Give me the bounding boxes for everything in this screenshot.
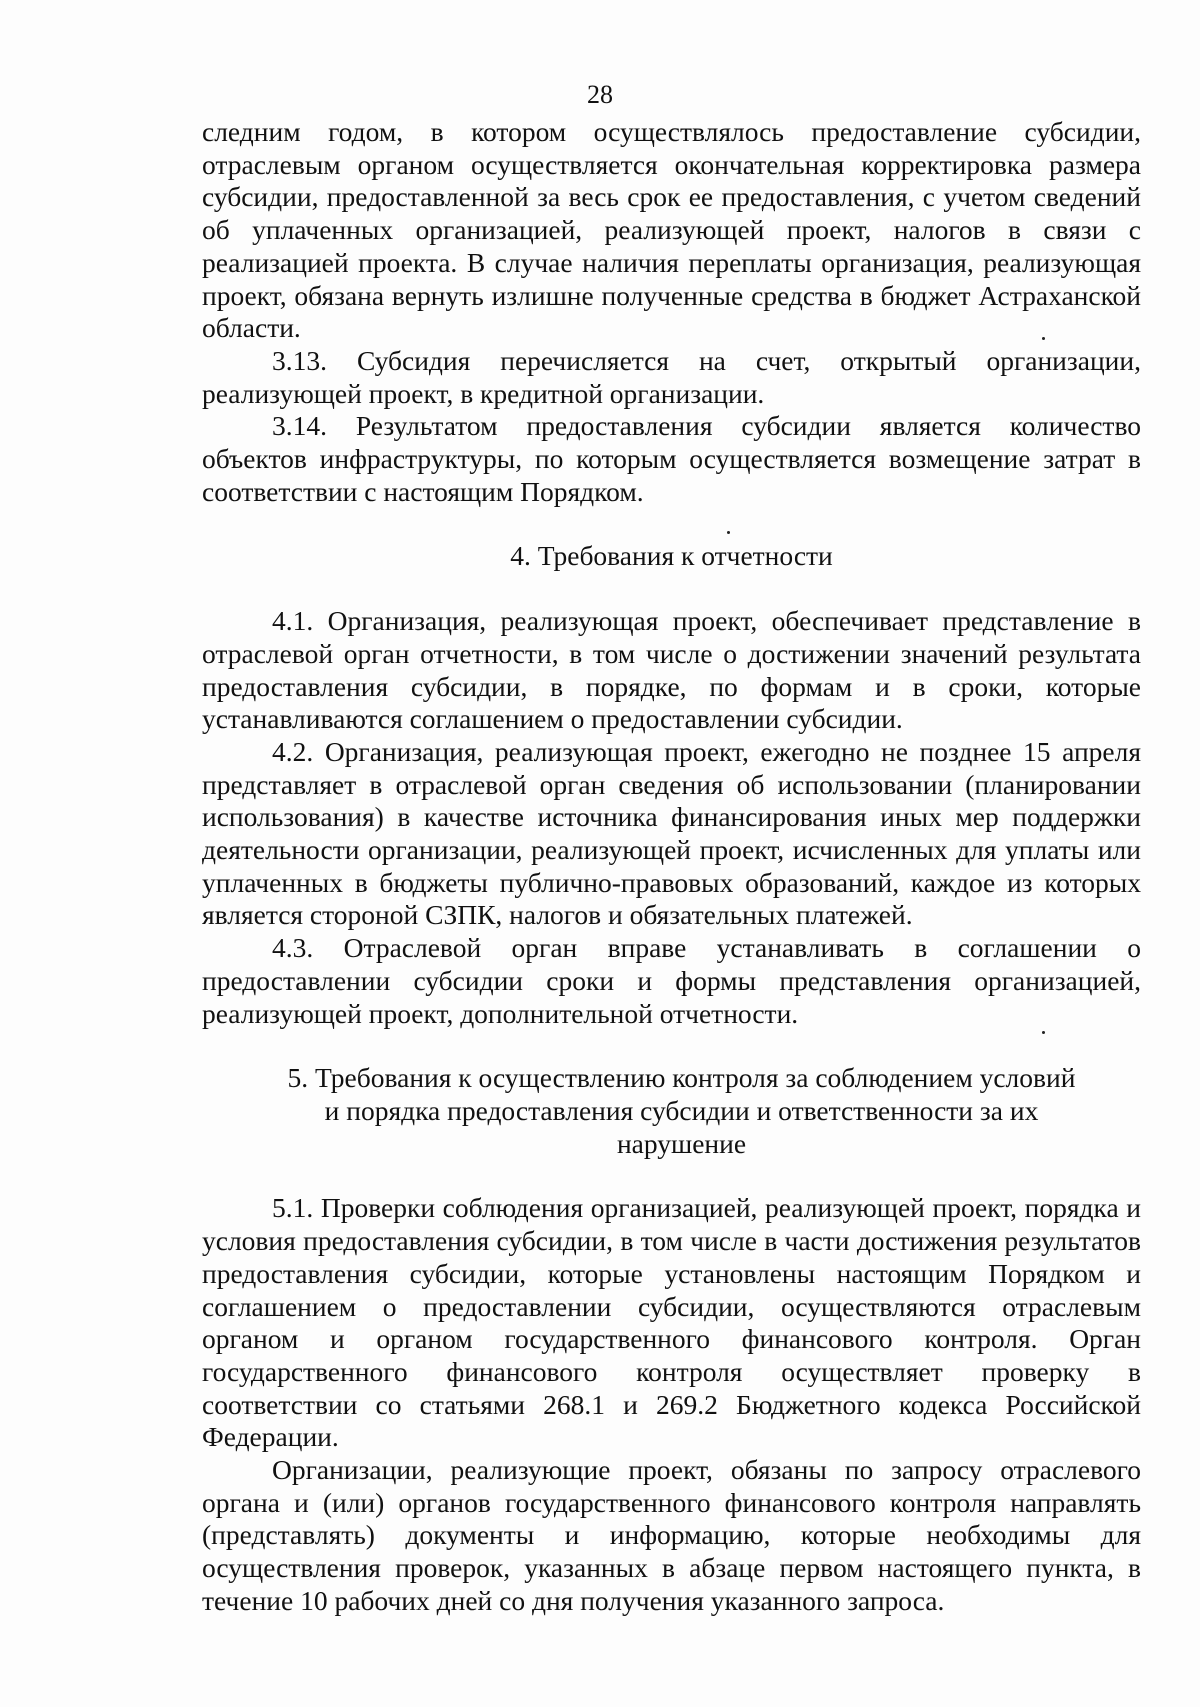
paragraph-4-2: 4.2. Организация, реализующая проект, ежегодно не позднее 15 апреля представляет в отраслевой орган сведения об использовании (планировании использования) в качестве источника финансирования иных мер поддержки деятельности организации, реализующей проект, исчисленных для уплаты или уплаченных в бюджеты публично-правовых образований, каждое из которых является стороной СЗПК, налогов и обязательных платежей.: [202, 735, 1141, 931]
scan-speck: [727, 531, 730, 534]
page-number: 28: [587, 80, 613, 109]
document-body: [202, 116, 1141, 1618]
scan-speck: [1042, 1031, 1045, 1034]
paragraph-continuation: следним годом, в котором осуществлялось предоставление субсидии, отраслевым органом осуществляется окончательная корректировка размера субсидии, предоставленной за весь срок ее предоставления, с учетом сведений об уплаченных организацией, реализующей проект, налогов в связи с реализацией проекта. В случае наличия переплаты организация, реализующая проект, обязана вернуть излишне полученные средства в бюджет Астраханской области.: [202, 116, 1141, 344]
paragraph-3-13: 3.13. Субсидия перечисляется на счет, открытый организации, реализующей проект, в кредитной организации.: [202, 344, 1141, 409]
section-4-heading: 4. Требования к отчетности: [510, 540, 833, 572]
paragraph-5-1-second: Организации, реализующие проект, обязаны по запросу отраслевого органа и (или) органов государственного финансового контроля направлять (представлять) документы и информацию, которые необходимы для осуществления проверок, указанных в абзаце первом настоящего пункта, в течение 10 рабочих дней со дня получения указанного запроса.: [202, 1454, 1141, 1616]
scan-speck: [1042, 337, 1045, 340]
paragraph-4-1: 4.1. Организация, реализующая проект, обеспечивает представление в отраслевой орган отчетности, в том числе о достижении значений результата предоставления субсидии, в порядке, по формам и в сроки, которые устанавливаются соглашением о предоставлении субсидии.: [202, 605, 1141, 735]
section-5-heading: 5. Требования к осуществлению контроля за соблюдением условий и порядка предоставления субсидии и ответственности за их нарушение: [287, 1062, 1076, 1159]
paragraph-4-3: 4.3. Отраслевой орган вправе устанавливать в соглашении о предоставлении субсидии сроки и формы представления организацией, реализующей проект, дополнительной отчетности.: [202, 932, 1141, 1029]
paragraph-5-1: 5.1. Проверки соблюдения организацией, реализующей проект, порядка и условия предоставления субсидии, в том числе в части достижения результатов предоставления субсидии, которые установлены настоящим Порядком и соглашением о предоставлении субсидии, осуществляются отраслевым органом и органом государственного финансового контроля. Орган государственного финансового контроля осуществляет проверку в соответствии со статьями 268.1 и 269.2 Бюджетного кодекса Российской Федерации.: [202, 1192, 1141, 1453]
paragraph-3-14: 3.14. Результатом предоставления субсидии является количество объектов инфраструктуры, по которым осуществляется возмещение затрат в соответствии с настоящим Порядком.: [202, 410, 1141, 507]
